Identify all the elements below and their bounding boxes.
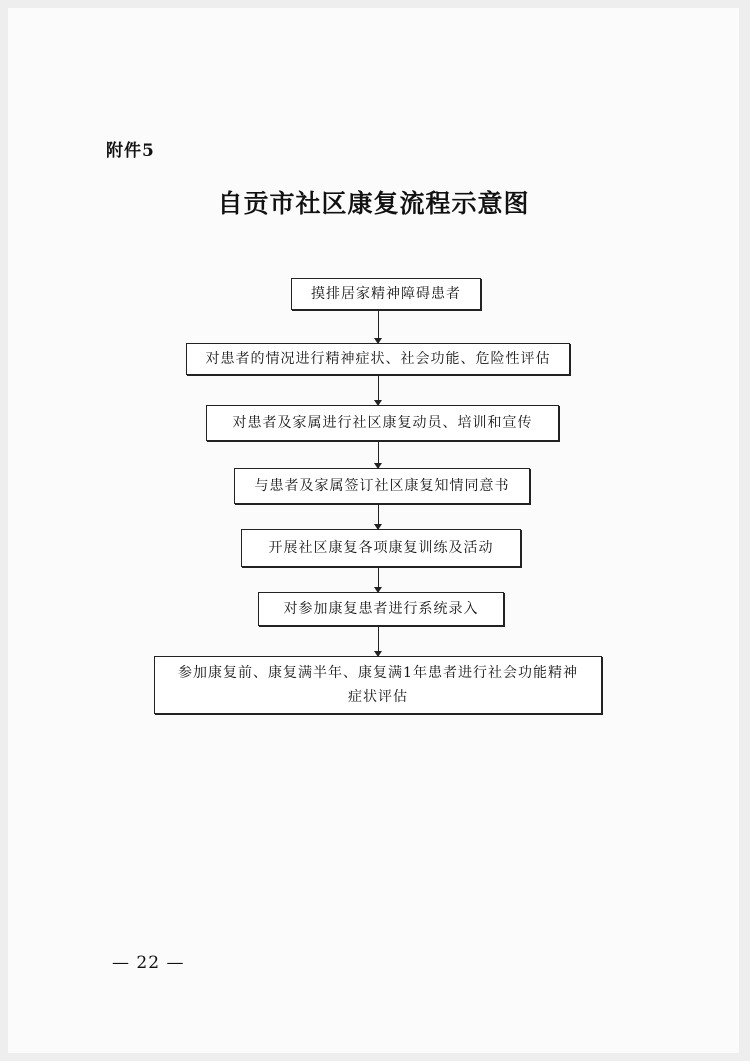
flow-step-1 (291, 278, 481, 310)
flow-arrow-1 (378, 310, 379, 343)
flow-arrow-3 (378, 441, 379, 468)
flow-arrow-2 (378, 375, 379, 405)
document-page (8, 8, 739, 1053)
flow-step-2 (186, 343, 570, 375)
flow-arrow-5 (378, 567, 379, 592)
flow-arrow-4 (378, 504, 379, 529)
flow-step-5 (241, 529, 521, 567)
document-title: 自贡市社区康复流程示意图 (217, 189, 530, 218)
flow-step-6 (258, 592, 504, 626)
flow-step-text: 对患者的情况进行精神症状、社会功能、危险性评估 (205, 351, 551, 367)
flow-step-text: 参加康复前、康复满半年、康复满1年患者进行社会功能精神症状评估 (178, 665, 578, 705)
flow-step-text: 摸排居家精神障碍患者 (311, 286, 461, 302)
flow-step-3 (206, 405, 559, 441)
flow-step-text: 开展社区康复各项康复训练及活动 (268, 540, 494, 556)
flow-step-text: 对患者及家属进行社区康复动员、培训和宣传 (232, 415, 533, 431)
flow-arrow-6 (378, 626, 379, 656)
flow-step-4 (234, 468, 530, 504)
flow-step-text: 与患者及家属签订社区康复知情同意书 (254, 478, 510, 494)
flow-step-7 (154, 656, 602, 714)
attachment-label: 附件5 (106, 141, 155, 161)
flow-step-text: 对参加康复患者进行系统录入 (283, 601, 479, 617)
page-number: — 22 — (112, 953, 185, 973)
